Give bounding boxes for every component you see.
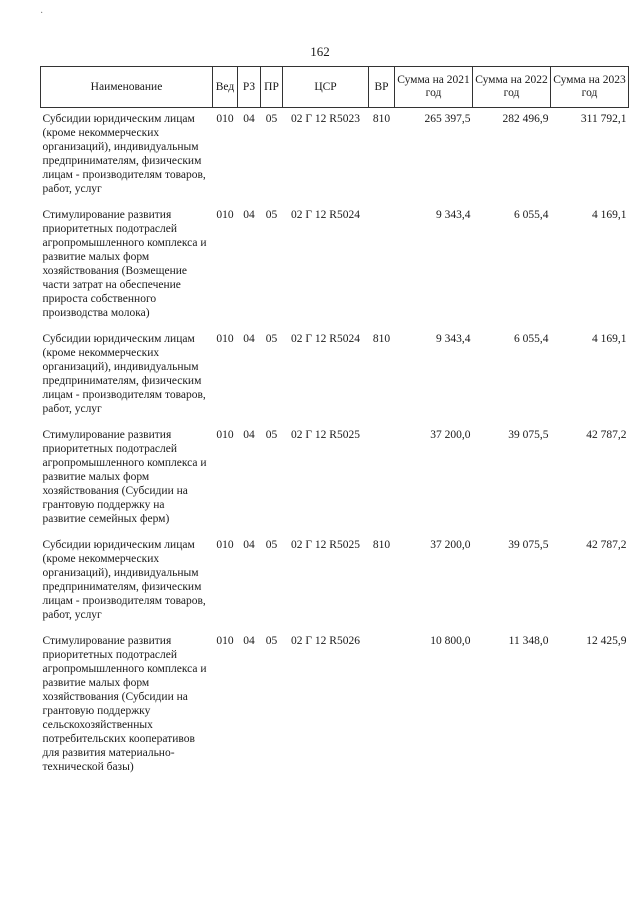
row-name: Стимулирование развития приоритетных подотраслей агропромышленного комплекса и развитие малых форм хозяйствования (Возмещение части затрат на обеспечение прироста собственного производства молока) xyxy=(42,209,207,319)
row-sum-2023: 311 792,1 xyxy=(580,113,627,125)
row-sum-2021: 265 397,5 xyxy=(424,113,471,125)
row-sum-2022: 6 055,4 xyxy=(514,209,549,221)
row-rz: 04 xyxy=(243,113,255,125)
row-sum-2023: 42 787,2 xyxy=(586,539,627,551)
table-header-row xyxy=(41,67,629,108)
column-header-2022: Сумма на 2022 год xyxy=(473,67,551,108)
table-row xyxy=(41,424,629,534)
column-header-rz: РЗ xyxy=(238,67,261,108)
row-ved: 010 xyxy=(216,539,234,551)
row-pr: 05 xyxy=(265,209,278,221)
table-row xyxy=(41,534,629,630)
row-ved: 010 xyxy=(216,429,234,441)
row-sum-2021: 37 200,0 xyxy=(430,539,471,551)
row-ved: 010 xyxy=(216,113,234,125)
row-vr: 810 xyxy=(372,539,391,551)
row-sum-2022: 11 348,0 xyxy=(508,635,549,647)
page-number: 162 xyxy=(310,44,330,59)
row-name: Субсидии юридическим лицам (кроме некоммерческих организаций), индивидуальным предпринимателям, физическим лицам - производителям товаров, работ, услуг xyxy=(42,539,206,621)
table-row xyxy=(41,108,629,205)
column-header-name: Наименование xyxy=(41,67,213,108)
row-sum-2022: 282 496,9 xyxy=(502,113,549,125)
row-pr: 05 xyxy=(265,539,278,551)
row-rz: 04 xyxy=(243,539,255,551)
row-sum-2023: 12 425,9 xyxy=(586,635,627,647)
row-name: Стимулирование развития приоритетных подотраслей агропромышленного комплекса и развитие малых форм хозяйствования (Субсидии на грантовую поддержку сельскохозяйственных потребительских кооперативов для развития материально-технической базы) xyxy=(42,635,207,773)
row-csr: 02 Г 12 R5025 xyxy=(291,429,360,441)
table-row xyxy=(41,328,629,424)
row-pr: 05 xyxy=(265,113,278,125)
row-ved: 010 xyxy=(216,333,234,345)
table-row xyxy=(41,204,629,328)
column-header-2023: Сумма на 2023 год xyxy=(551,67,629,108)
row-rz: 04 xyxy=(243,429,255,441)
row-vr xyxy=(369,424,395,534)
row-sum-2023: 4 169,1 xyxy=(592,333,627,345)
row-csr: 02 Г 12 R5025 xyxy=(291,539,360,551)
row-rz: 04 xyxy=(243,635,255,647)
row-ved: 010 xyxy=(216,635,234,647)
row-sum-2023: 4 169,1 xyxy=(592,209,627,221)
row-ved: 010 xyxy=(216,209,234,221)
row-sum-2022: 6 055,4 xyxy=(514,333,549,345)
row-rz: 04 xyxy=(243,209,255,221)
row-pr: 05 xyxy=(265,429,278,441)
row-sum-2021: 37 200,0 xyxy=(430,429,471,441)
column-header-csr: ЦСР xyxy=(283,67,369,108)
row-vr: 810 xyxy=(372,113,391,125)
column-header-vr: ВР xyxy=(369,67,395,108)
row-sum-2021: 9 343,4 xyxy=(436,209,471,221)
row-sum-2021: 9 343,4 xyxy=(436,333,471,345)
row-pr: 05 xyxy=(265,333,278,345)
row-name: Субсидии юридическим лицам (кроме некоммерческих организаций), индивидуальным предпринимателям, физическим лицам - производителям товаров, работ, услуг xyxy=(42,113,206,195)
row-sum-2021: 10 800,0 xyxy=(430,635,471,647)
budget-table xyxy=(40,66,629,782)
row-vr xyxy=(369,204,395,328)
row-rz: 04 xyxy=(243,333,255,345)
row-vr xyxy=(369,630,395,782)
row-csr: 02 Г 12 R5024 xyxy=(291,209,360,221)
column-header-2021: Сумма на 2021 год xyxy=(395,67,473,108)
row-name: Субсидии юридическим лицам (кроме некоммерческих организаций), индивидуальным предпринимателям, физическим лицам - производителям товаров, работ, услуг xyxy=(42,333,206,415)
row-vr: 810 xyxy=(372,333,391,345)
scan-mark: · xyxy=(40,8,44,19)
row-sum-2022: 39 075,5 xyxy=(508,539,549,551)
row-name: Стимулирование развития приоритетных подотраслей агропромышленного комплекса и развитие малых форм хозяйствования (Субсидии на грантовую поддержку на развитие семейных ферм) xyxy=(42,429,207,525)
row-csr: 02 Г 12 R5026 xyxy=(291,635,360,647)
row-sum-2022: 39 075,5 xyxy=(508,429,549,441)
row-csr: 02 Г 12 R5024 xyxy=(291,333,360,345)
row-csr: 02 Г 12 R5023 xyxy=(291,113,360,125)
row-sum-2023: 42 787,2 xyxy=(586,429,627,441)
column-header-pr: ПР xyxy=(261,67,283,108)
row-pr: 05 xyxy=(265,635,278,647)
column-header-ved: Вед xyxy=(213,67,238,108)
table-row xyxy=(41,630,629,782)
